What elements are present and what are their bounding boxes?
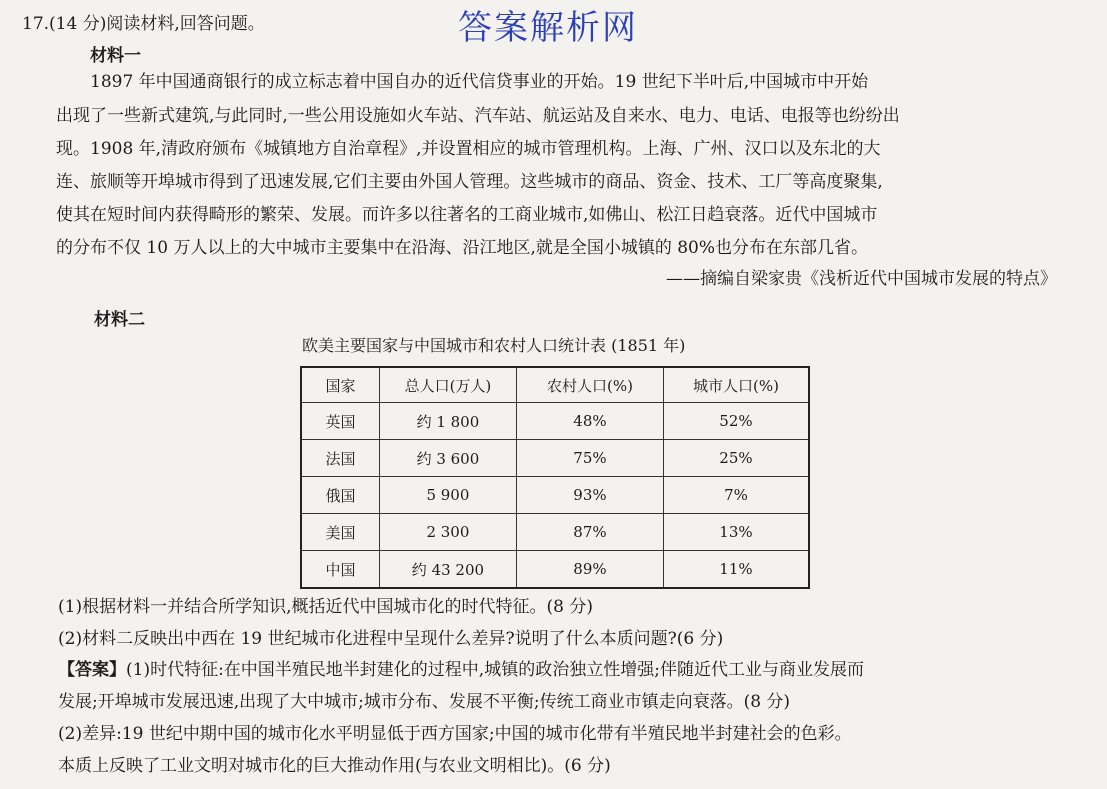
material1-line: 连、旅顺等开埠城市得到了迅速发展,它们主要由外国人管理。这些城市的商品、资金、技术、工厂等高度聚集, [56,172,883,192]
table-cell: 俄国 [301,477,379,514]
table-row [301,403,809,440]
table-cell: 25% [663,440,809,477]
table-cell: 75% [516,440,663,477]
material1-label: 材料一 [90,46,141,66]
population-table [300,366,810,589]
table-row [301,551,809,589]
table-header-cell: 总人口(万人) [379,367,516,403]
table-cell: 48% [516,403,663,440]
answer-line-1 [58,658,864,682]
table-cell: 约 43 200 [379,551,516,589]
table-header-cell: 城市人口(%) [663,367,809,403]
subquestion-1: (1)根据材料一并结合所学知识,概括近代中国城市化的时代特征。(8 分) [58,597,593,617]
answer-line: 发展;开埠城市发展迅速,出现了大中城市;城市分布、发展不平衡;传统工商业市镇走向衰落。(8 分) [58,692,791,712]
material1-line: 出现了一些新式建筑,与此同时,一些公用设施如火车站、汽车站、航运站及自来水、电力、电话、电报等也纷纷出 [56,106,900,126]
subquestion-2: (2)材料二反映出中西在 19 世纪城市化进程中呈现什么差异?说明了什么本质问题?(6 分) [58,629,724,649]
table-row [301,440,809,477]
answer-line: (2)差异:19 世纪中期中国的城市化水平明显低于西方国家;中国的城市化带有半殖民地半封建社会的色彩。 [58,724,852,744]
table-cell: 5 900 [379,477,516,514]
table-row [301,477,809,514]
table-header-cell: 国家 [301,367,379,403]
table-cell: 英国 [301,403,379,440]
table-title: 欧美主要国家与中国城市和农村人口统计表 (1851 年) [302,336,686,355]
material1-source: ——摘编自梁家贵《浅析近代中国城市发展的特点》 [666,269,1057,289]
table-cell: 约 3 600 [379,440,516,477]
material2-label: 材料二 [94,310,145,330]
table-header-cell: 农村人口(%) [516,367,663,403]
watermark-logo: 答案解析网 [458,8,638,48]
table-cell: 7% [663,477,809,514]
answer-label: 【答案】 [58,660,126,680]
table-cell: 约 1 800 [379,403,516,440]
table-cell: 法国 [301,440,379,477]
table-cell: 11% [663,551,809,589]
material1-line: 使其在短时间内获得畸形的繁荣、发展。而许多以往著名的工商业城市,如佛山、松江日趋衰落。近代中国城市 [56,205,878,225]
table-cell: 52% [663,403,809,440]
material1-line: 的分布不仅 10 万人以上的大中城市主要集中在沿海、沿江地区,就是全国小城镇的 80%也分布在东部几省。 [56,238,869,258]
material1-line: 1897 年中国通商银行的成立标志着中国自办的近代信贷事业的开始。19 世纪下半叶后,中国城市中开始 [90,72,869,92]
table-row [301,514,809,551]
table-cell: 13% [663,514,809,551]
table-cell: 93% [516,477,663,514]
table-cell: 美国 [301,514,379,551]
material1-line: 现。1908 年,清政府颁布《城镇地方自治章程》,并设置相应的城市管理机构。上海、广州、汉口以及东北的大 [56,139,881,159]
answer-line: 本质上反映了工业文明对城市化的巨大推动作用(与农业文明相比)。(6 分) [58,756,611,776]
answer-text: (1)时代特征:在中国半殖民地半封建化的过程中,城镇的政治独立性增强;伴随近代工业与商业发展而 [126,660,864,680]
table-cell: 中国 [301,551,379,589]
table-header-row [301,367,809,403]
table-cell: 87% [516,514,663,551]
table-cell: 89% [516,551,663,589]
question-header: 17.(14 分)阅读材料,回答问题。 [22,14,265,34]
table-cell: 2 300 [379,514,516,551]
